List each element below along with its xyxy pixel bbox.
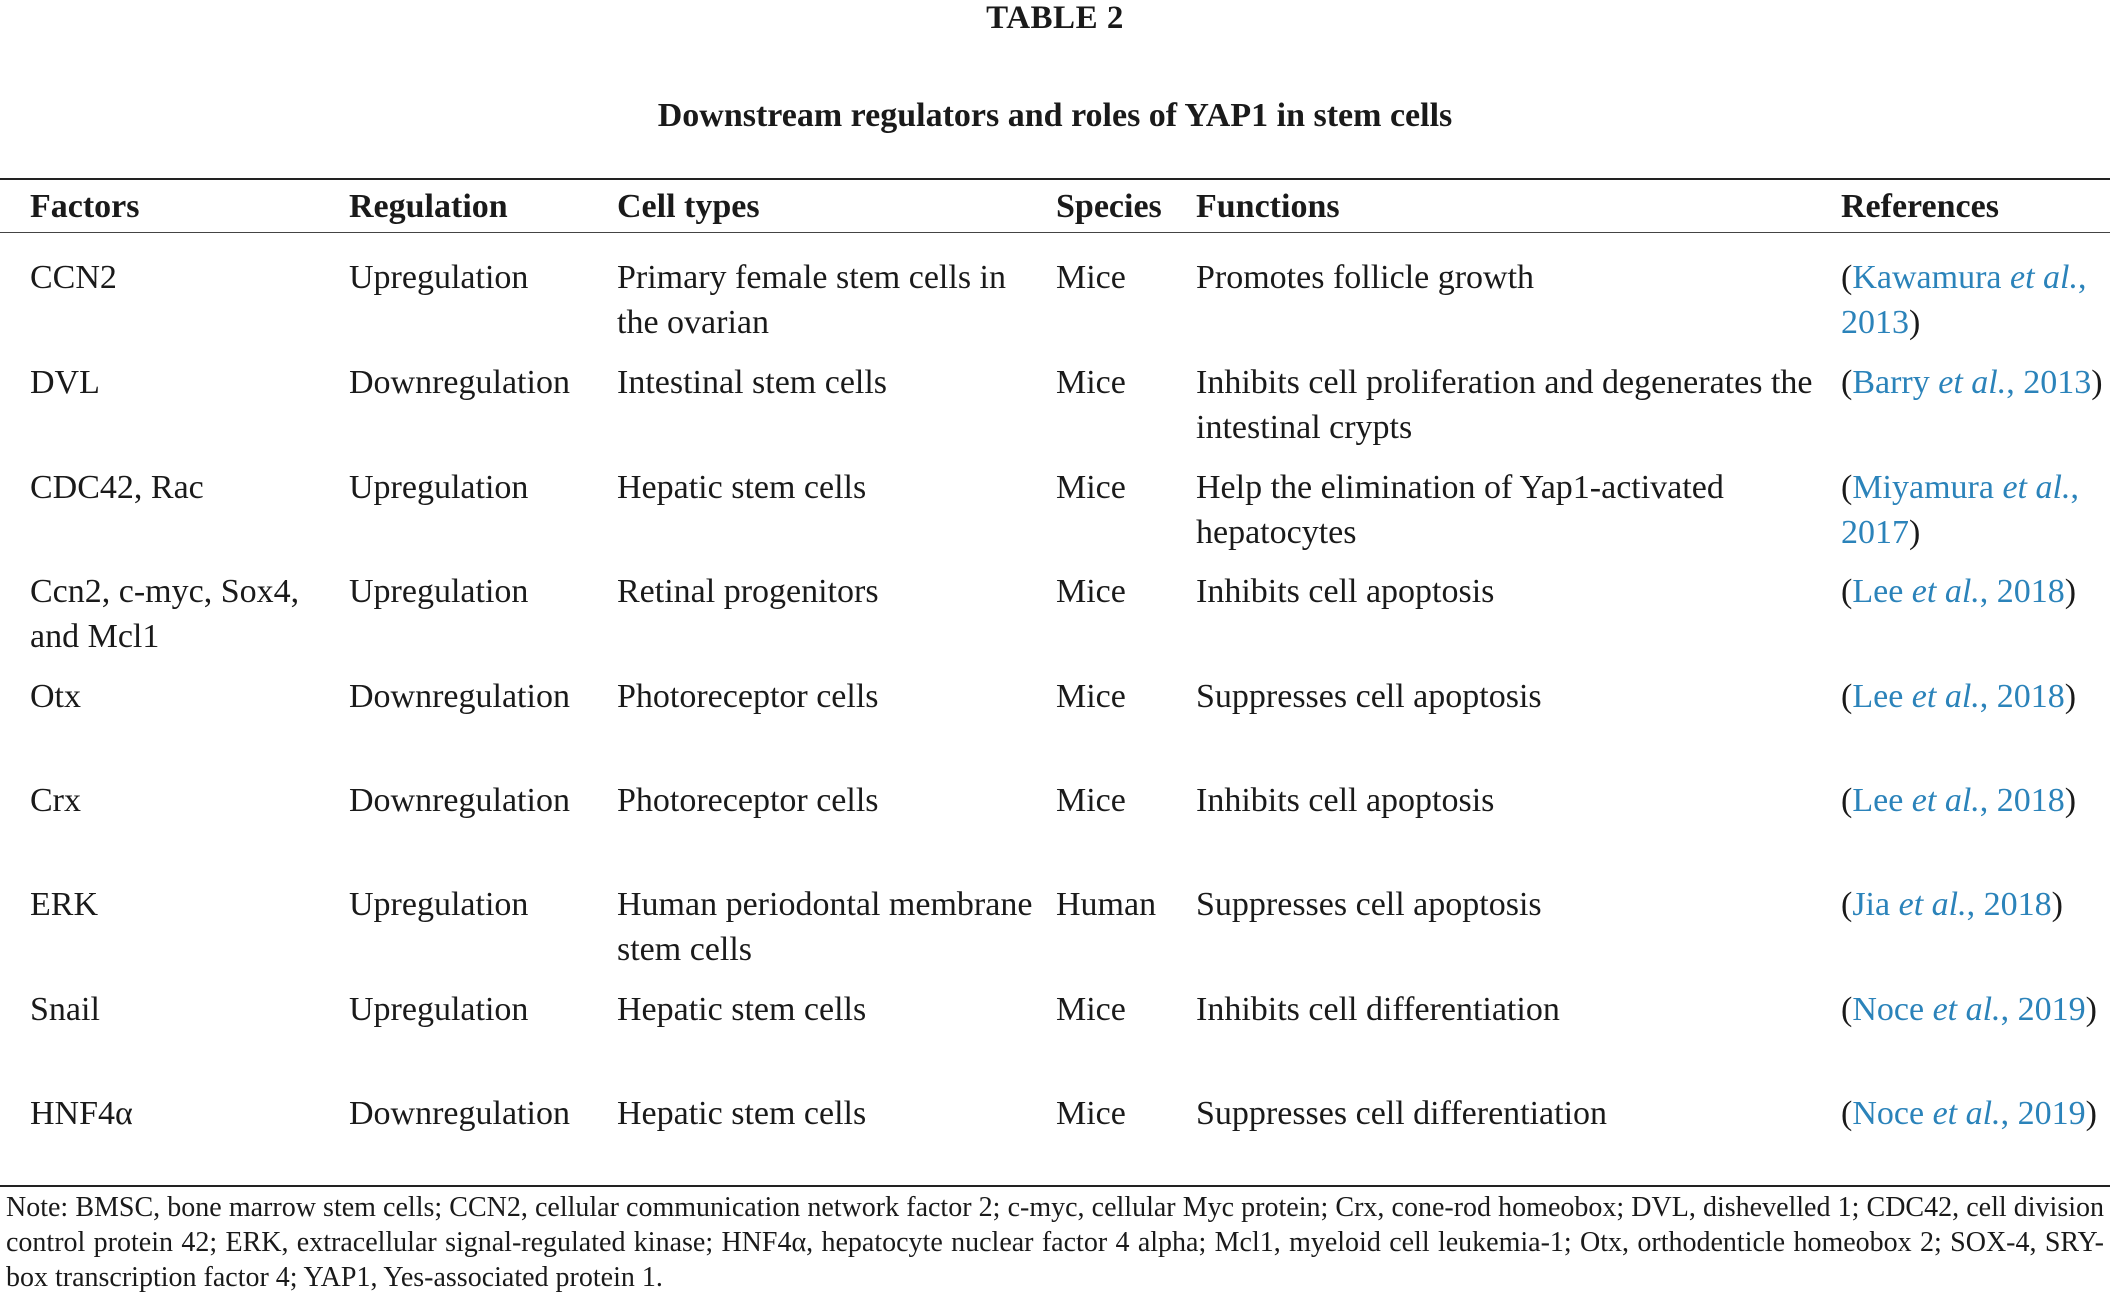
reference-author: Noce [1852, 1095, 1925, 1132]
top-rule [0, 178, 2110, 180]
regulation-cell: Downregulation [349, 364, 570, 401]
reference-author: Barry [1852, 364, 1930, 401]
species-cell: Mice [1056, 782, 1126, 819]
species-cell: Human [1056, 886, 1157, 923]
cell-type-cell: Hepatic stem cells [617, 469, 867, 506]
function-cell: Suppresses cell differentiation [1196, 1095, 1608, 1132]
regulation-cell: Downregulation [349, 1095, 570, 1132]
cell-type-cell: Hepatic stem cells [617, 991, 867, 1028]
reference-etal: et al. [1911, 573, 1980, 610]
reference-link[interactable] [1841, 259, 2086, 341]
species-cell: Mice [1056, 364, 1126, 401]
regulation-cell: Upregulation [349, 573, 529, 610]
reference-etal: et al. [1932, 1095, 2001, 1132]
reference-author: Noce [1852, 991, 1925, 1028]
species-cell: Mice [1056, 259, 1126, 296]
header-cell-types: Cell types [617, 188, 760, 225]
function-cell: Promotes follicle growth [1196, 259, 1535, 296]
species-cell: Mice [1056, 469, 1126, 506]
reference-link[interactable] [1852, 886, 2051, 923]
reference-cell: (Lee et al., 2018) [1841, 678, 2077, 715]
reference-etal: et al. [1938, 364, 2007, 401]
cell-type-cell: Hepatic stem cells [617, 1095, 867, 1132]
factor-cell: Crx [30, 782, 81, 819]
cell-type-cell: Photoreceptor cells [617, 678, 879, 715]
function-cell: Inhibits cell apoptosis [1196, 782, 1495, 819]
reference-link[interactable] [1852, 782, 2064, 819]
reference-author: Lee [1852, 678, 1904, 715]
bottom-rule [0, 1185, 2110, 1187]
header-species: Species [1056, 188, 1162, 225]
reference-cell: (Kawamura et al., 2013) [1841, 259, 2087, 341]
reference-author: Jia [1852, 886, 1891, 923]
cell-type-cell: Photoreceptor cells [617, 782, 879, 819]
species-cell: Mice [1056, 678, 1126, 715]
regulation-cell: Upregulation [349, 259, 529, 296]
factor-cell: CCN2 [30, 259, 117, 296]
reference-author: Kawamura [1852, 259, 2002, 296]
function-cell: Suppresses cell apoptosis [1196, 678, 1542, 715]
cell-type-cell: Retinal progenitors [617, 573, 879, 610]
reference-link[interactable] [1852, 991, 2085, 1028]
regulation-cell: Upregulation [349, 469, 529, 506]
species-cell: Mice [1056, 1095, 1126, 1132]
reference-etal: et al. [2002, 469, 2071, 506]
reference-year: , 2018 [1979, 573, 2065, 610]
reference-cell: (Jia et al., 2018) [1841, 886, 2063, 923]
reference-link[interactable] [1852, 678, 2064, 715]
reference-cell: (Lee et al., 2018) [1841, 573, 2077, 610]
reference-author: Lee [1852, 573, 1904, 610]
reference-link[interactable] [1841, 469, 2079, 551]
header-functions: Functions [1196, 188, 1340, 225]
reference-etal: et al. [1898, 886, 1967, 923]
reference-cell: (Lee et al., 2018) [1841, 782, 2077, 819]
factor-cell: Snail [30, 991, 100, 1028]
regulation-cell: Downregulation [349, 678, 570, 715]
regulation-cell: Downregulation [349, 782, 570, 819]
reference-etal: et al. [1932, 991, 2001, 1028]
header-rule [0, 232, 2110, 233]
function-cell: Inhibits cell differentiation [1196, 991, 1560, 1028]
function-cell: Inhibits cell proliferation and degenerates the intestinal crypts [1196, 364, 1813, 446]
reference-year: , 2013 [1841, 259, 2087, 341]
cell-type-cell: Primary female stem cells in the ovarian [617, 259, 1006, 341]
table-title: Downstream regulators and roles of YAP1 in stem cells [657, 97, 1453, 134]
reference-year: , 2019 [2000, 1095, 2086, 1132]
reference-author: Lee [1852, 782, 1904, 819]
function-cell: Help the elimination of Yap1-activated hepatocytes [1196, 469, 1724, 551]
header-references: References [1841, 188, 1999, 225]
reference-link[interactable] [1852, 364, 2091, 401]
factor-cell: Otx [30, 678, 81, 715]
species-cell: Mice [1056, 573, 1126, 610]
function-cell: Inhibits cell apoptosis [1196, 573, 1495, 610]
reference-etal: et al. [1911, 678, 1980, 715]
reference-link[interactable] [1852, 573, 2064, 610]
reference-author: Miyamura [1852, 469, 1994, 506]
reference-etal: et al. [2009, 259, 2078, 296]
reference-etal: et al. [1911, 782, 1980, 819]
reference-link[interactable] [1852, 1095, 2085, 1132]
reference-year: , 2018 [1979, 678, 2065, 715]
regulation-cell: Upregulation [349, 886, 529, 923]
factor-cell: Ccn2, c-myc, Sox4, and Mcl1 [30, 573, 300, 655]
factor-cell: CDC42, Rac [30, 469, 204, 506]
reference-cell: (Noce et al., 2019) [1841, 991, 2097, 1028]
function-cell: Suppresses cell apoptosis [1196, 886, 1542, 923]
table-note: Note: BMSC, bone marrow stem cells; CCN2, cellular communication network factor 2; c-myc, cellular Myc protein; Crx, cone-rod homeobox; DVL, dishevelled 1; CDC42, cell division control protein 42; ERK, extracellular signal-regulated kinase; HNF4α, hepatocyte nuclear factor 4 alpha; Mcl1, myeloid cell leukemia-1; Otx, orthodenticle homeobox 2; SOX-4, SRY-box transcription factor 4; YAP1, Yes-associated protein 1. [6, 1192, 2104, 1293]
species-cell: Mice [1056, 991, 1126, 1028]
reference-year: , 2019 [2000, 991, 2086, 1028]
table-header-row [0, 183, 2110, 231]
header-factors: Factors [30, 188, 140, 225]
reference-year: , 2013 [2006, 364, 2092, 401]
reference-year: , 2018 [1966, 886, 2052, 923]
table-label: TABLE 2 [986, 0, 1124, 36]
reference-year: , 2018 [1979, 782, 2065, 819]
header-regulation: Regulation [349, 188, 508, 225]
factor-cell: DVL [30, 364, 100, 401]
cell-type-cell: Intestinal stem cells [617, 364, 888, 401]
factor-cell: HNF4α [30, 1095, 133, 1132]
regulation-cell: Upregulation [349, 991, 529, 1028]
reference-year: , 2017 [1841, 469, 2079, 551]
reference-cell: (Noce et al., 2019) [1841, 1095, 2097, 1132]
reference-cell: (Barry et al., 2013) [1841, 364, 2103, 401]
cell-type-cell: Human periodontal membrane stem cells [617, 886, 1033, 968]
factor-cell: ERK [30, 886, 98, 923]
reference-cell: (Miyamura et al., 2017) [1841, 469, 2079, 551]
